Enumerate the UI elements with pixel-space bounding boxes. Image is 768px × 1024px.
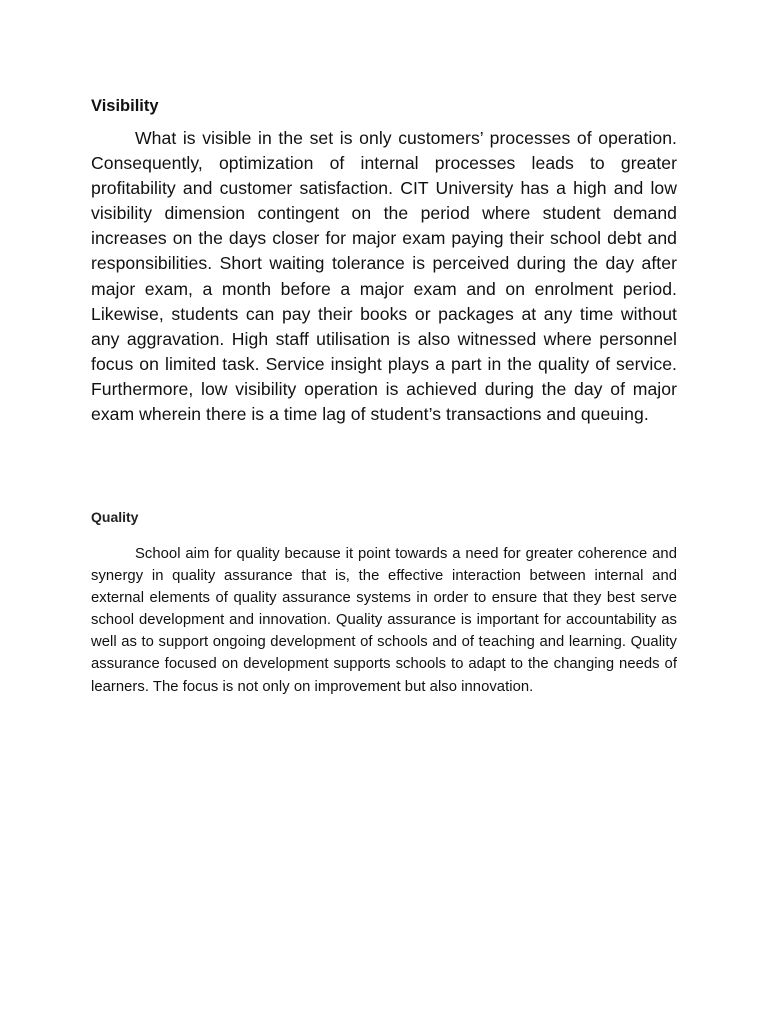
quality-section	[91, 507, 677, 698]
visibility-section	[91, 95, 677, 427]
quality-paragraph: School aim for quality because it point towards a need for greater coherence and synergy in quality assurance that is, the effective interaction between internal and external elements of quality assurance systems in order to ensure that they best serve school development and innovation. Quality assurance is important for accountability as well as to support ongoing development of schools and of teaching and learning. Quality assurance focused on development supports schools to adapt to the changing needs of learners. The focus is not only on improvement but also innovation.	[91, 546, 677, 695]
visibility-heading: Visibility	[91, 97, 159, 115]
visibility-paragraph: What is visible in the set is only customers’ processes of operation. Consequently, optimization of internal processes leads to greater profitability and customer satisfaction. CIT University has a high and low visibility dimension contingent on the period where student demand increases on the days closer for major exam paying their school debt and responsibilities. Short waiting tolerance is perceived during the day after major exam, a month before a major exam and on enrolment period. Likewise, students can pay their books or packages at any time without any aggravation. High staff utilisation is also witnessed where personnel focus on limited task. Service insight plays a part in the quality of service. Furthermore, low visibility operation is achieved during the day of major exam wherein there is a time lag of student’s transactions and queuing.	[91, 128, 677, 425]
quality-heading: Quality	[91, 509, 139, 525]
